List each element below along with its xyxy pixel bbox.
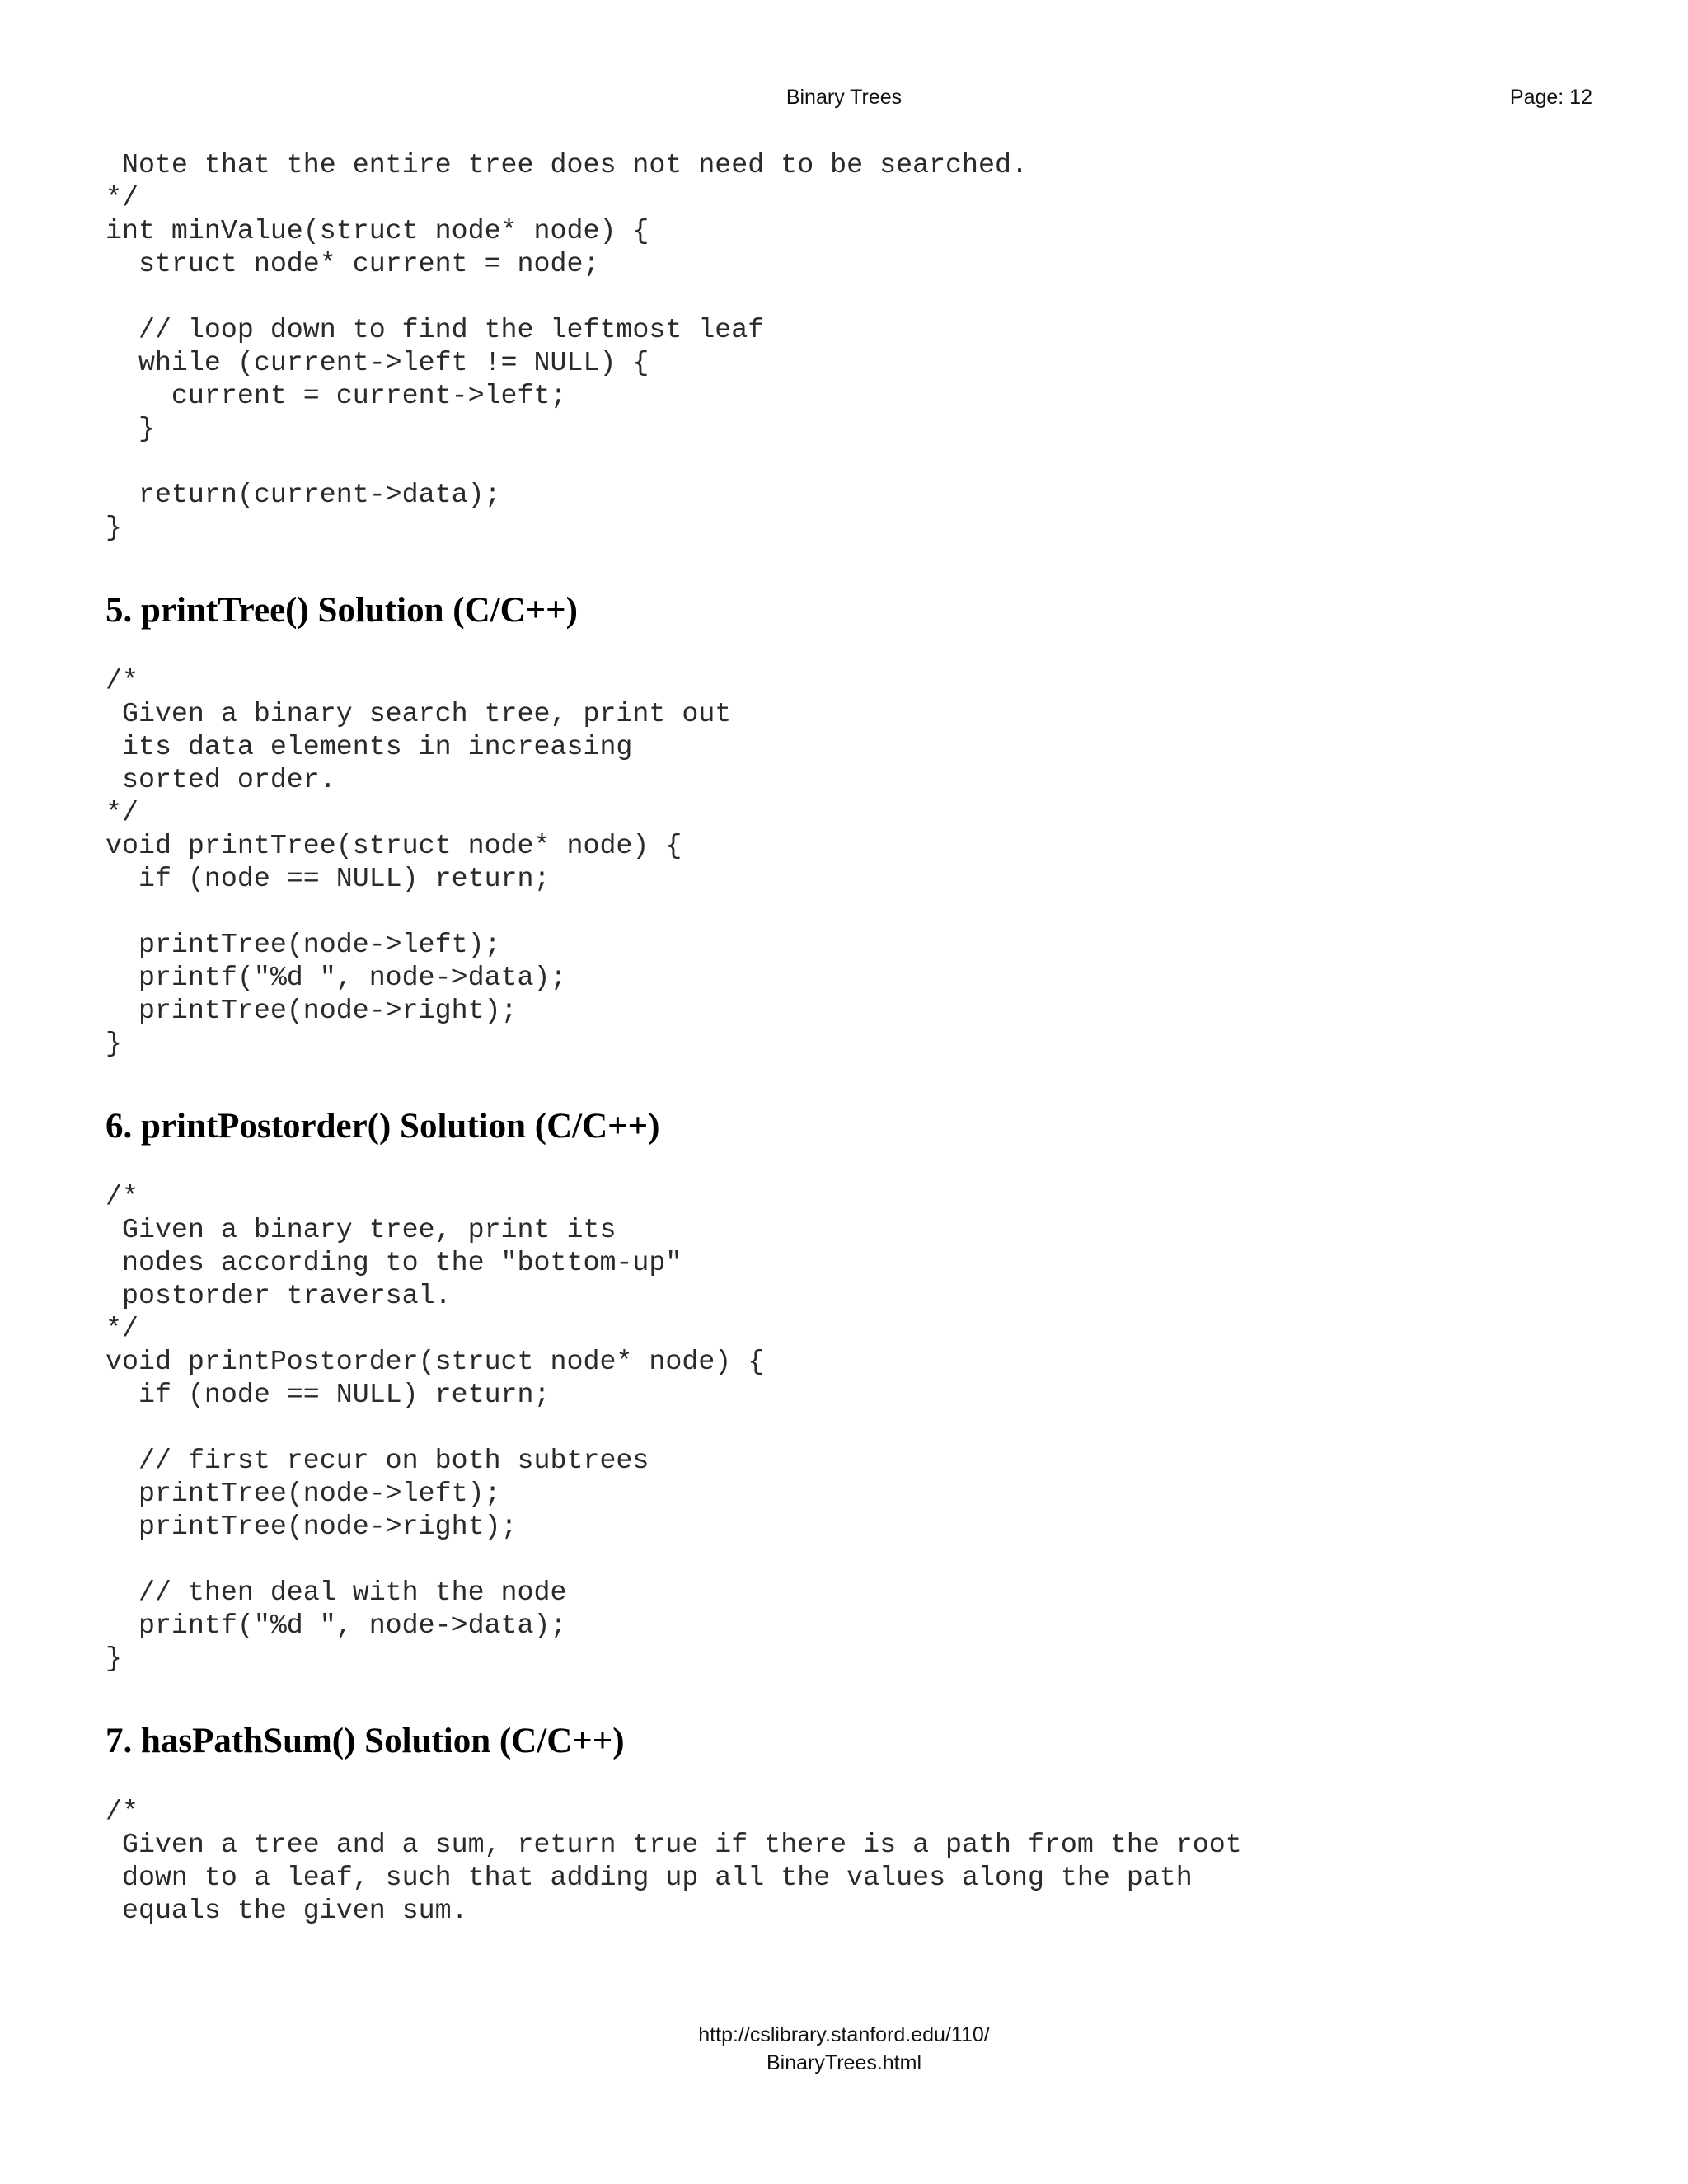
- code-line: nodes according to the "bottom-up": [106, 1247, 682, 1278]
- code-line: /*: [106, 1796, 138, 1827]
- code-line: void printPostorder(struct node* node) {: [106, 1346, 765, 1377]
- code-line: postorder traversal.: [106, 1280, 452, 1311]
- code-line: down to a leaf, such that adding up all the values along the path: [106, 1862, 1193, 1893]
- code-line: int minValue(struct node* node) {: [106, 215, 649, 246]
- code-line: equals the given sum.: [106, 1895, 468, 1926]
- code-line: printf("%d ", node->data);: [106, 1610, 567, 1641]
- code-line: }: [106, 512, 122, 543]
- code-line: }: [106, 413, 155, 444]
- code-block-has-path-sum: [106, 1795, 1589, 1927]
- code-line: sorted order.: [106, 764, 336, 795]
- code-line: */: [106, 1313, 138, 1344]
- code-line: return(current->data);: [106, 479, 501, 510]
- section-heading-print-tree: 5. printTree() Solution (C/C++): [106, 591, 578, 630]
- code-line: while (current->left != NULL) {: [106, 347, 649, 378]
- page-content: [106, 148, 1589, 1927]
- code-line: /*: [106, 665, 138, 696]
- section-heading-print-postorder: 6. printPostorder() Solution (C/C++): [106, 1107, 660, 1146]
- code-line: // then deal with the node: [106, 1577, 567, 1608]
- code-line: printTree(node->right);: [106, 1511, 518, 1542]
- code-line: current = current->left;: [106, 380, 567, 411]
- code-line: struct node* current = node;: [106, 248, 600, 279]
- code-line: Given a tree and a sum, return true if there is a path from the root: [106, 1829, 1242, 1860]
- code-line: printTree(node->right);: [106, 995, 518, 1026]
- code-line: Given a binary tree, print its: [106, 1214, 617, 1245]
- code-block-print-postorder: [106, 1180, 1589, 1675]
- footer-url-line-2[interactable]: BinaryTrees.html: [766, 2051, 921, 2074]
- code-line: void printTree(struct node* node) {: [106, 830, 682, 861]
- code-block-minvalue: [106, 148, 1589, 544]
- code-line: */: [106, 797, 138, 828]
- code-line: // loop down to find the leftmost leaf: [106, 314, 765, 345]
- code-line: // first recur on both subtrees: [106, 1445, 649, 1476]
- page-header-title: Binary Trees: [785, 86, 903, 109]
- code-block-print-tree: [106, 664, 1589, 1060]
- code-line: [106, 1543, 1589, 1576]
- page-number: Page: 12: [1509, 86, 1592, 109]
- code-line: if (node == NULL) return;: [106, 1379, 551, 1410]
- code-line: [106, 280, 1589, 313]
- code-line: */: [106, 182, 138, 213]
- code-line: [106, 445, 1589, 478]
- footer-url-line-1[interactable]: http://cslibrary.stanford.edu/110/: [698, 2023, 990, 2046]
- code-line: Note that the entire tree does not need to be searched.: [106, 149, 1028, 180]
- code-line: Given a binary search tree, print out: [106, 698, 732, 729]
- code-line: [106, 1411, 1589, 1444]
- code-line: its data elements in increasing: [106, 731, 633, 762]
- code-line: printf("%d ", node->data);: [106, 962, 567, 993]
- code-line: }: [106, 1028, 122, 1059]
- code-line: if (node == NULL) return;: [106, 863, 551, 894]
- code-line: [106, 895, 1589, 928]
- code-line: printTree(node->left);: [106, 1478, 501, 1509]
- page-footer: [0, 2021, 1688, 2077]
- section-heading-has-path-sum: 7. hasPathSum() Solution (C/C++): [106, 1722, 625, 1760]
- code-line: /*: [106, 1181, 138, 1212]
- code-line: printTree(node->left);: [106, 929, 501, 960]
- code-line: }: [106, 1643, 122, 1674]
